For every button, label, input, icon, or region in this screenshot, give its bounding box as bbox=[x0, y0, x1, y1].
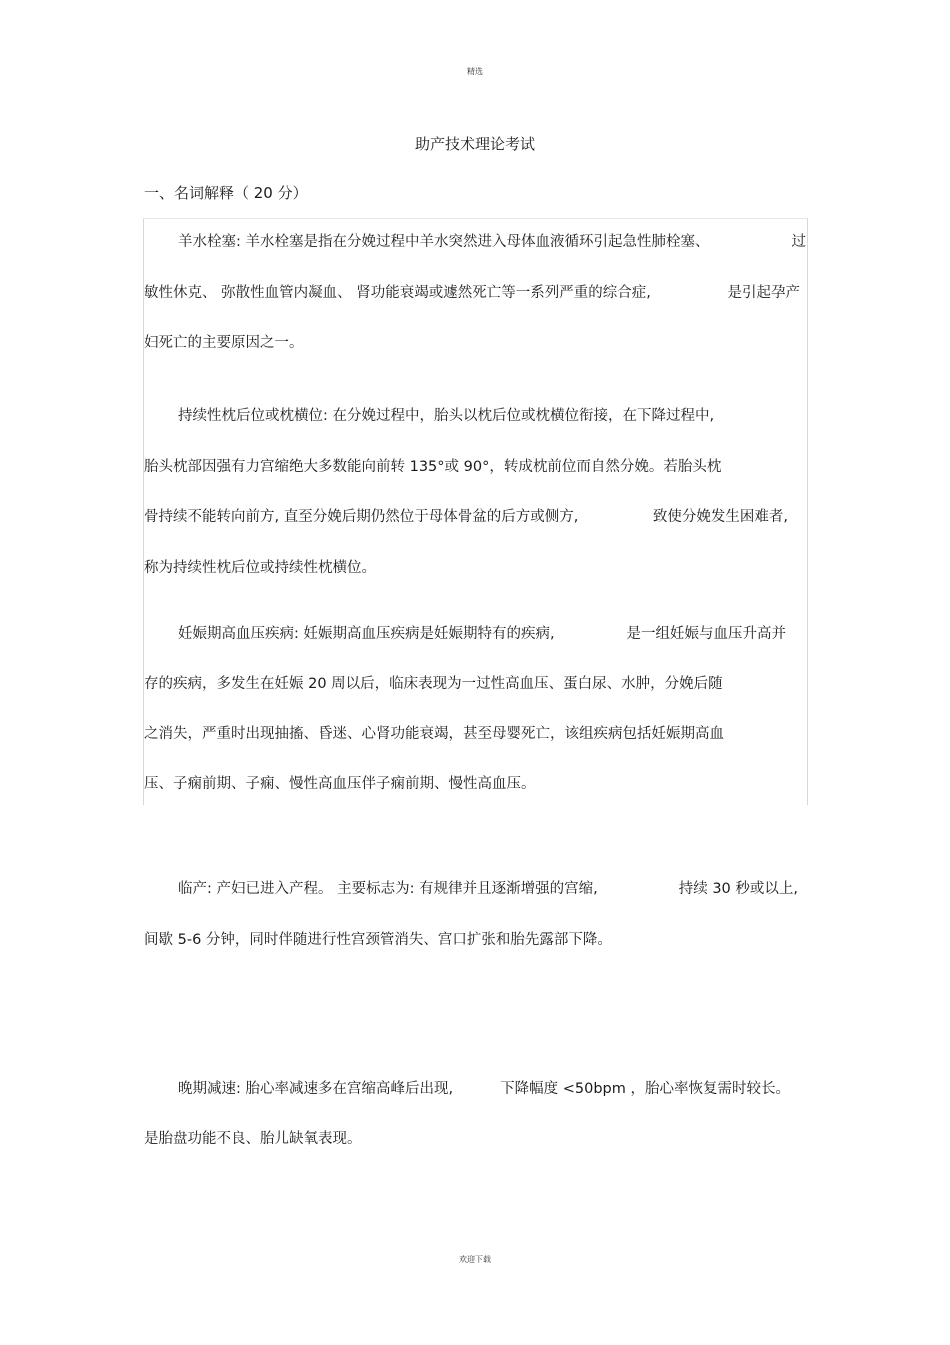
document-title: 助产技术理论考试 bbox=[414, 135, 535, 153]
term-3-line-1-text: 妊娠期高血压疾病: 妊娠期高血压疾病是妊娠期特有的疾病, bbox=[178, 626, 555, 642]
term-4-line-1-tail: 持续 30 秒或以上, bbox=[678, 881, 798, 897]
term-4-line-1 bbox=[178, 880, 798, 898]
term-5-line-1 bbox=[178, 1080, 790, 1098]
term-2-line-3-text: 骨持续不能转向前方, 直至分娩后期仍然位于母体骨盆的后方或侧方, bbox=[144, 509, 579, 525]
term-2-line-1: 持续性枕后位或枕横位: 在分娩过程中，胎头以枕后位或枕横位衔接，在下降过程中, bbox=[178, 408, 715, 424]
section-heading: 一、名词解释（ 20 分） bbox=[144, 184, 308, 202]
term-1-line-2-text: 敏性休克、 弥散性血管内凝血、 肾功能衰竭或遽然死亡等一系列严重的综合症, bbox=[144, 285, 651, 301]
term-5-line-2: 是胎盘功能不良、胎儿缺氧表现。 bbox=[144, 1131, 362, 1147]
term-3-line-1-tail: 是一组妊娠与血压升高并 bbox=[626, 626, 786, 642]
term-5-line-1-text: 晚期减速: 胎心率减速多在宫缩高峰后出现, bbox=[178, 1081, 454, 1097]
term-2-line-4: 称为持续性枕后位或持续性枕横位。 bbox=[144, 560, 376, 576]
term-1-line-3: 妇死亡的主要原因之一。 bbox=[144, 335, 304, 351]
term-1-line-2-tail: 是引起孕产 bbox=[727, 285, 800, 301]
term-3-line-3: 之消失，严重时出现抽搐、昏迷、心肾功能衰竭，甚至母婴死亡，该组疾病包括妊娠期高血 bbox=[144, 726, 724, 742]
term-1-line-2 bbox=[144, 284, 800, 302]
term-4-line-2: 间歇 5-6 分钟，同时伴随进行性宫颈管消失、宫口扩张和胎先露部下降。 bbox=[144, 932, 612, 948]
term-1-line-1-tail: 过 bbox=[791, 234, 806, 250]
term-1-line-1 bbox=[178, 233, 806, 251]
term-2-line-3-tail: 致使分娩发生困难者, bbox=[652, 509, 788, 525]
term-2-line-2: 胎头枕部因强有力宫缩绝大多数能向前转 135°或 90°，转成枕前位而自然分娩。若胎头枕 bbox=[144, 459, 722, 475]
term-1-line-1-text: 羊水栓塞: 羊水栓塞是指在分娩过程中羊水突然进入母体血液循环引起急性肺栓塞、 bbox=[178, 234, 710, 250]
term-5-line-1-tail: 下降幅度 <50bpm ，胎心率恢复需时较长。 bbox=[500, 1081, 790, 1097]
term-3-line-4: 压、子痫前期、子痫、慢性高血压伴子痫前期、慢性高血压。 bbox=[144, 776, 536, 792]
term-4-line-1-text: 临产: 产妇已进入产程。 主要标志为: 有规律并且逐渐增强的宫缩, bbox=[178, 881, 598, 897]
term-3-line-1 bbox=[178, 625, 786, 643]
footer-watermark: 欢迎下载 bbox=[459, 1255, 491, 1264]
term-3-line-2: 存的疾病，多发生在妊娠 20 周以后，临床表现为一过性高血压、蛋白尿、水肿，分娩后随 bbox=[144, 676, 723, 692]
term-2-line-3 bbox=[144, 508, 788, 526]
header-watermark: 精选 bbox=[467, 67, 483, 76]
